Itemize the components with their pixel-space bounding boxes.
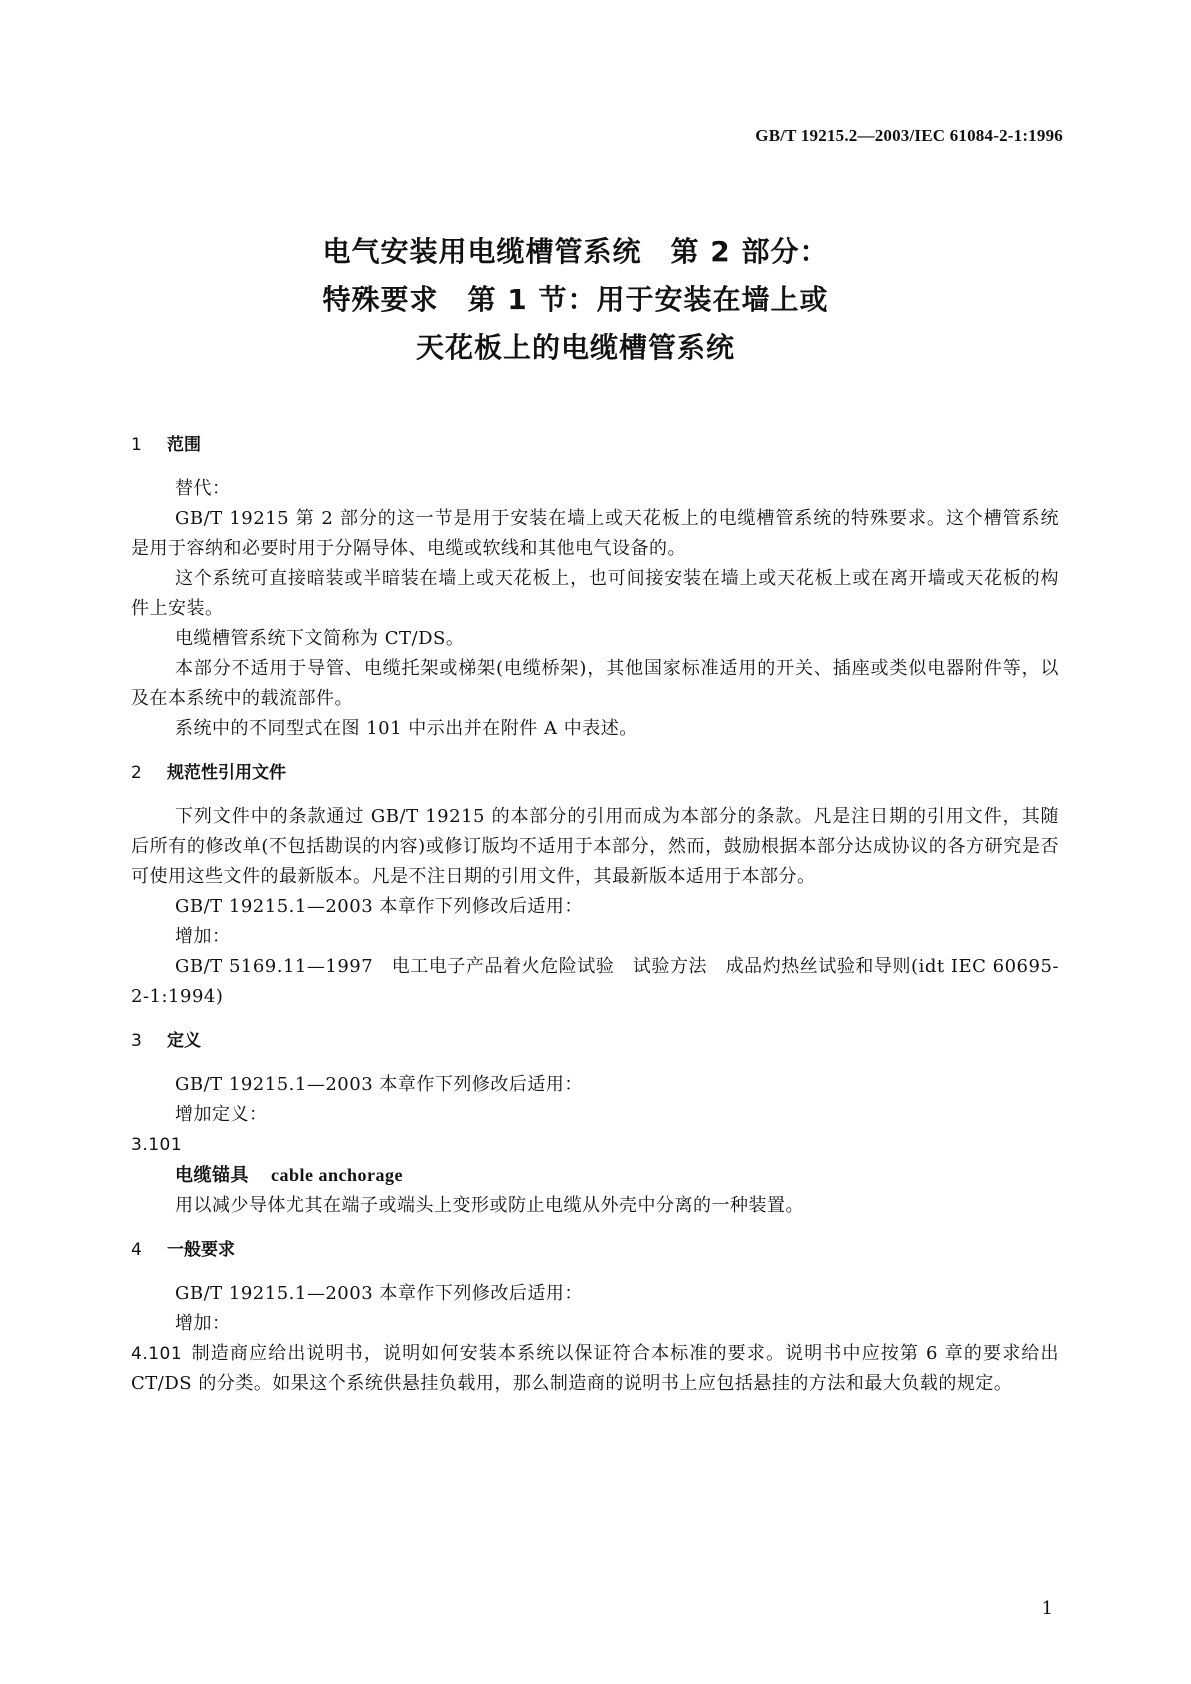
paragraph: GB/T 19215.1—2003 本章作下列修改后适用： bbox=[175, 1283, 583, 1304]
term-chinese: 电缆锚具 bbox=[175, 1165, 249, 1186]
subclause-number-text: 3.101 bbox=[131, 1135, 183, 1155]
section-title: 规范性引用文件 bbox=[167, 763, 286, 783]
section-number: 2 bbox=[131, 763, 142, 783]
paragraph: 系统中的不同型式在图 101 中示出并在附件 A 中表述。 bbox=[175, 718, 638, 739]
section-heading-1 bbox=[131, 430, 1059, 460]
section-title: 定义 bbox=[167, 1031, 201, 1051]
section-title: 范围 bbox=[167, 435, 201, 455]
paragraph: 本部分不适用于导管、电缆托架或梯架(电缆桥架)，其他国家标准适用的开关、插座或类似电器附件等，以及在本系统中的载流部件。 bbox=[131, 658, 1059, 709]
paragraph: 增加： bbox=[175, 926, 231, 947]
title-line-2: 特殊要求 第 1 节：用于安装在墙上或 bbox=[322, 283, 829, 316]
subclause-4-101 bbox=[131, 1339, 1059, 1399]
title-line-3: 天花板上的电缆槽管系统 bbox=[415, 331, 735, 364]
paragraph: 增加定义： bbox=[175, 1104, 268, 1125]
section-heading-3 bbox=[131, 1026, 1059, 1056]
section-number: 3 bbox=[131, 1031, 142, 1051]
document-body bbox=[131, 430, 1059, 1399]
page-number: 1 bbox=[1041, 1598, 1053, 1619]
paragraph: 增加： bbox=[175, 1313, 231, 1334]
paragraph: 这个系统可直接暗装或半暗装在墙上或天花板上，也可间接安装在墙上或天花板上或在离开墙或天花板的构件上安装。 bbox=[131, 568, 1059, 619]
subclause-number-text: 4.101 bbox=[131, 1344, 183, 1364]
subclause-text: 制造商应给出说明书，说明如何安装本系统以保证符合本标准的要求。说明书中应按第 6 章的要求给出 CT/DS 的分类。如果这个系统供悬挂负载用，那么制造商的说明书上应包括悬挂的方法和最大负载的规定。 bbox=[131, 1343, 1059, 1394]
document-title bbox=[0, 228, 1191, 372]
section-number: 1 bbox=[131, 435, 142, 455]
section-heading-2 bbox=[131, 758, 1059, 788]
section-title: 一般要求 bbox=[167, 1240, 235, 1260]
term-entry bbox=[131, 1160, 1059, 1191]
subclause-number bbox=[131, 1130, 1059, 1160]
paragraph: GB/T 19215 第 2 部分的这一节是用于安装在墙上或天花板上的电缆槽管系统的特殊要求。这个槽管系统是用于容纳和必要时用于分隔导体、电缆或软线和其他电气设备的。 bbox=[131, 508, 1059, 559]
paragraph: 下列文件中的条款通过 GB/T 19215 的本部分的引用而成为本部分的条款。凡是注日期的引用文件，其随后所有的修改单(不包括勘误的内容)或修订版均不适用于本部分，然而，鼓励根据本部分达成协议的各方研究是否可使用这些文件的最新版本。凡是不注日期的引用文件，其最新版本适用于本部分。 bbox=[131, 806, 1059, 887]
standard-code-header: GB/T 19215.2—2003/IEC 61084-2-1:1996 bbox=[755, 126, 1063, 145]
paragraph: 电缆槽管系统下文简称为 CT/DS。 bbox=[175, 628, 465, 649]
term-english: cable anchorage bbox=[271, 1165, 403, 1185]
section-heading-4 bbox=[131, 1235, 1059, 1265]
section-number: 4 bbox=[131, 1240, 142, 1260]
title-line-1: 电气安装用电缆槽管系统 第 2 部分： bbox=[322, 235, 829, 268]
paragraph: GB/T 19215.1—2003 本章作下列修改后适用： bbox=[175, 1074, 583, 1095]
paragraph: GB/T 5169.11—1997 电工电子产品着火危险试验 试验方法 成品灼热丝试验和导则(idt IEC 60695-2-1:1994) bbox=[131, 956, 1059, 1007]
paragraph: 替代： bbox=[175, 478, 231, 499]
paragraph: GB/T 19215.1—2003 本章作下列修改后适用： bbox=[175, 896, 583, 917]
term-definition: 用以减少导体尤其在端子或端头上变形或防止电缆从外壳中分离的一种装置。 bbox=[175, 1195, 804, 1216]
